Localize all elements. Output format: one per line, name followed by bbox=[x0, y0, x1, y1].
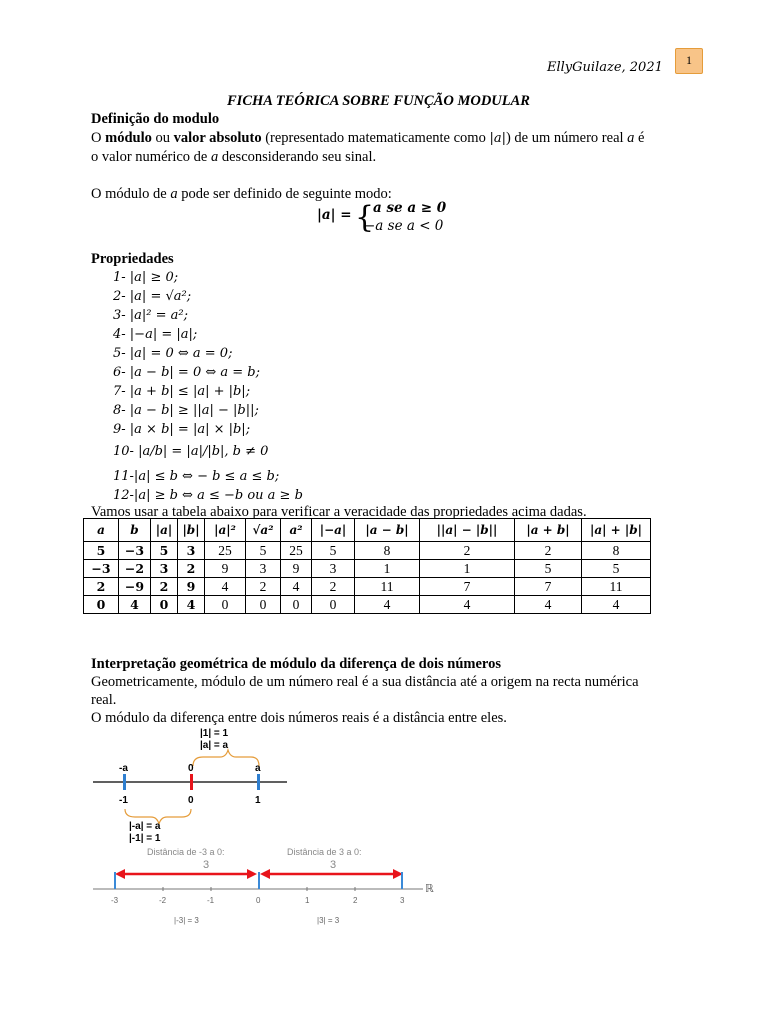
table-cell: 5 bbox=[84, 542, 119, 560]
table-cell: 5 bbox=[515, 560, 582, 578]
geometry-paragraph-1: Geometricamente, módulo de um número real é a sua distância até a origem na recta numérica bbox=[91, 674, 639, 690]
table-cell: 4 bbox=[420, 596, 515, 614]
table-row bbox=[84, 542, 651, 560]
distance-left-label: Distância de -3 a 0: bbox=[147, 847, 225, 857]
arrowhead-left-b bbox=[247, 869, 257, 879]
document-title: FICHA TEÓRICA SOBRE FUNÇÃO MODULAR bbox=[227, 93, 530, 109]
table-cell: 3 bbox=[246, 560, 281, 578]
mark-neg-three bbox=[114, 872, 116, 889]
table-cell: 2 bbox=[84, 578, 119, 596]
property-item: 12-|a| ≥ b ⇔ a ≤ −b ou a ≥ b bbox=[113, 488, 303, 503]
number-line-figure bbox=[85, 725, 305, 845]
table-cell: 2 bbox=[420, 542, 515, 560]
real-numbers-symbol: ℝ bbox=[425, 883, 434, 895]
table-cell: −2 bbox=[119, 560, 151, 578]
number-neg-one: -1 bbox=[119, 795, 128, 806]
table-header-cell: |a + b| bbox=[515, 519, 582, 542]
table-intro: Vamos usar a tabela abaixo para verificar a veracidade das propriedades acima dadas. bbox=[91, 504, 587, 520]
table-cell: 4 bbox=[178, 596, 205, 614]
table-cell: 2 bbox=[515, 542, 582, 560]
table-cell: 7 bbox=[420, 578, 515, 596]
table-cell: 4 bbox=[515, 596, 582, 614]
table-cell: 0 bbox=[84, 596, 119, 614]
bottom-label-2: |-1| = 1 bbox=[129, 833, 161, 844]
table-cell: 2 bbox=[151, 578, 178, 596]
table-cell: 4 bbox=[119, 596, 151, 614]
table-cell: −3 bbox=[119, 542, 151, 560]
top-label-2: |a| = a bbox=[200, 740, 229, 751]
property-item: 9- |a × b| = |a| × |b|; bbox=[113, 422, 251, 437]
table-cell: −9 bbox=[119, 578, 151, 596]
formula-lhs: |a| = bbox=[317, 207, 352, 223]
definition-line-3: O módulo de a pode ser definido de seguinte modo: bbox=[91, 186, 392, 202]
table-cell: 5 bbox=[151, 542, 178, 560]
page-number-badge: 1 bbox=[675, 48, 703, 74]
formula-brace: { bbox=[355, 200, 375, 235]
table-header-cell: √a² bbox=[246, 519, 281, 542]
tick-label: -2 bbox=[159, 896, 167, 905]
table-header-cell: |a|² bbox=[205, 519, 246, 542]
arrowhead-left-a bbox=[115, 869, 125, 879]
table-cell: 11 bbox=[355, 578, 420, 596]
table-cell: 0 bbox=[312, 596, 355, 614]
table-cell: 3 bbox=[312, 560, 355, 578]
geometry-paragraph-3: O módulo da diferença entre dois números reais é a distância entre eles. bbox=[91, 710, 507, 726]
table-header-row bbox=[84, 519, 651, 542]
table-cell: 5 bbox=[582, 560, 651, 578]
formula-case-1: a se a ≥ 0 bbox=[373, 200, 447, 216]
geometry-paragraph-2: real. bbox=[91, 692, 117, 708]
table-cell: 0 bbox=[246, 596, 281, 614]
distance-figure bbox=[85, 842, 445, 932]
geometry-heading: Interpretação geométrica de módulo da diferença de dois números bbox=[91, 656, 501, 672]
table-header-cell: b bbox=[119, 519, 151, 542]
table-header-cell: |a| + |b| bbox=[582, 519, 651, 542]
tick-label: 2 bbox=[353, 896, 358, 905]
table-cell: 3 bbox=[151, 560, 178, 578]
properties-heading: Propriedades bbox=[91, 251, 174, 267]
table-row bbox=[84, 596, 651, 614]
table-header-cell: |−a| bbox=[312, 519, 355, 542]
formula-case-2: −a se a < 0 bbox=[364, 218, 444, 234]
table-header-cell: a² bbox=[281, 519, 312, 542]
definition-heading: Definição do modulo bbox=[91, 111, 220, 127]
table-cell: 9 bbox=[281, 560, 312, 578]
table-cell: 0 bbox=[151, 596, 178, 614]
mark-zero bbox=[258, 872, 260, 889]
table-header-cell: |a| bbox=[151, 519, 178, 542]
tick-neg-one bbox=[123, 774, 126, 790]
table-cell: 1 bbox=[420, 560, 515, 578]
table-cell: 2 bbox=[246, 578, 281, 596]
table-cell: 25 bbox=[281, 542, 312, 560]
tick-label: 1 bbox=[305, 896, 310, 905]
table-cell: 1 bbox=[355, 560, 420, 578]
table-cell: 5 bbox=[312, 542, 355, 560]
property-item: 4- |−a| = |a|; bbox=[113, 327, 198, 342]
abs-left-label: |-3| = 3 bbox=[174, 916, 199, 925]
table-header-cell: |a − b| bbox=[355, 519, 420, 542]
property-item: 11-|a| ≤ b ⇔ − b ≤ a ≤ b; bbox=[113, 469, 280, 484]
arrowhead-right-a bbox=[260, 869, 270, 879]
table-cell: 2 bbox=[178, 560, 205, 578]
table-cell: 4 bbox=[281, 578, 312, 596]
number-one: 1 bbox=[255, 795, 261, 806]
table-cell: 0 bbox=[281, 596, 312, 614]
property-item: 3- |a|² = a²; bbox=[113, 308, 189, 323]
tick-zero bbox=[190, 774, 193, 790]
table-cell: 11 bbox=[582, 578, 651, 596]
table-cell: 0 bbox=[205, 596, 246, 614]
property-item: 1- |a| ≥ 0; bbox=[113, 270, 179, 285]
number-zero: 0 bbox=[188, 795, 194, 806]
point-zero-label: 0 bbox=[188, 763, 194, 774]
property-item: 5- |a| = 0 ⇔ a = 0; bbox=[113, 346, 233, 361]
table-row bbox=[84, 560, 651, 578]
table-header-cell: a bbox=[84, 519, 119, 542]
table-cell: 4 bbox=[355, 596, 420, 614]
tick-label: 0 bbox=[256, 896, 261, 905]
point-a-label: a bbox=[255, 763, 261, 774]
property-item: 10- |a/b| = |a|/|b|, b ≠ 0 bbox=[113, 444, 269, 459]
abs-right-label: |3| = 3 bbox=[317, 916, 340, 925]
top-brace bbox=[193, 750, 259, 766]
author-year: EllyGuilaze, 2021 bbox=[547, 60, 663, 75]
tick-one bbox=[257, 774, 260, 790]
point-neg-a-label: -a bbox=[119, 763, 128, 774]
table-cell: 5 bbox=[246, 542, 281, 560]
distance-left-value: 3 bbox=[203, 859, 210, 871]
tick-label: -1 bbox=[207, 896, 215, 905]
table-cell: 4 bbox=[205, 578, 246, 596]
table-cell: 3 bbox=[178, 542, 205, 560]
table-cell: 8 bbox=[582, 542, 651, 560]
table-header-cell: |b| bbox=[178, 519, 205, 542]
table-cell: 8 bbox=[355, 542, 420, 560]
mark-three bbox=[401, 872, 403, 889]
table-row bbox=[84, 578, 651, 596]
table-cell: 7 bbox=[515, 578, 582, 596]
table-cell: 2 bbox=[312, 578, 355, 596]
property-item: 6- |a − b| = 0 ⇔ a = b; bbox=[113, 365, 260, 380]
table-cell: 9 bbox=[178, 578, 205, 596]
distance-right-label: Distância de 3 a 0: bbox=[287, 847, 362, 857]
bottom-label-1: |-a| = a bbox=[129, 821, 161, 832]
definition-line-2: o valor numérico de a desconsiderando seu sinal. bbox=[91, 149, 377, 165]
table-cell: 25 bbox=[205, 542, 246, 560]
tick-label: 3 bbox=[400, 896, 405, 905]
tick-label: -3 bbox=[111, 896, 119, 905]
verification-table bbox=[83, 518, 651, 614]
top-label-1: |1| = 1 bbox=[200, 728, 229, 739]
definition-line-1: O módulo ou valor absoluto (representado matematicamente como |a|) de um número real a é bbox=[91, 130, 645, 146]
distance-right-value: 3 bbox=[330, 859, 337, 871]
property-item: 8- |a − b| ≥ ||a| − |b||; bbox=[113, 403, 259, 418]
property-item: 2- |a| = √a²; bbox=[113, 289, 192, 304]
table-cell: 9 bbox=[205, 560, 246, 578]
table-header-cell: ||a| − |b|| bbox=[420, 519, 515, 542]
table-cell: 4 bbox=[582, 596, 651, 614]
table-cell: −3 bbox=[84, 560, 119, 578]
property-item: 7- |a + b| ≤ |a| + |b|; bbox=[113, 384, 251, 399]
